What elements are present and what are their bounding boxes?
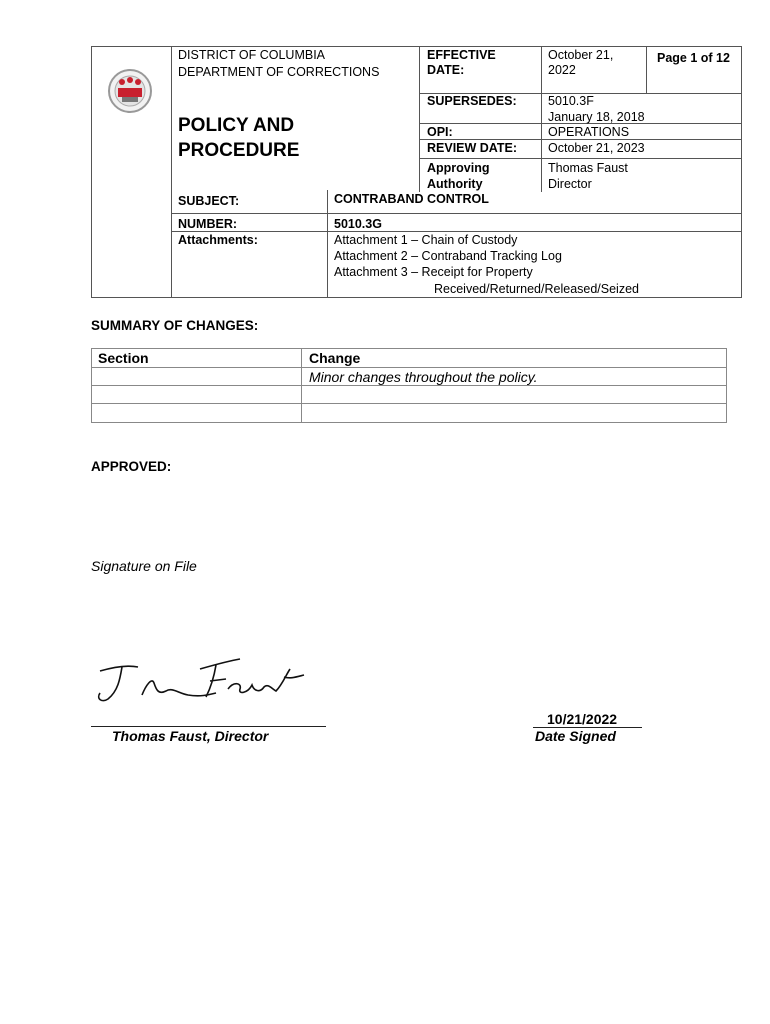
opi-label: OPI:: [427, 125, 453, 139]
summary-header-change: Change: [309, 350, 361, 366]
approving-authority-value-2: Director: [548, 177, 592, 191]
signature-on-file-note: Signature on File: [91, 558, 197, 574]
summary-table-header-line: [91, 367, 727, 368]
agency-name-line1: DISTRICT OF COLUMBIA: [178, 48, 326, 62]
label-column-divider: [419, 46, 420, 192]
doc-type-line1: POLICY AND: [178, 115, 295, 136]
supersedes-label: SUPERSEDES:: [427, 94, 517, 108]
supersedes-value-2: January 18, 2018: [548, 110, 645, 124]
attachment-item: Attachment 3 – Receipt for Property: [334, 265, 533, 279]
agency-name-line2: DEPARTMENT OF CORRECTIONS: [178, 65, 380, 79]
approving-authority-label-2: Authority: [427, 177, 483, 191]
approved-label: APPROVED:: [91, 459, 172, 474]
page-number: Page 1 of 12: [657, 51, 730, 65]
number-value: 5010.3G: [334, 217, 382, 231]
signed-date: 10/21/2022: [547, 711, 618, 727]
handwritten-signature: [92, 655, 312, 707]
effective-date-value-1: October 21,: [548, 48, 614, 62]
review-date-value: October 21, 2023: [548, 141, 645, 155]
approving-authority-value-1: Thomas Faust: [548, 161, 628, 175]
summary-header-section: Section: [98, 350, 149, 366]
summary-table-row-line: [91, 403, 727, 404]
approving-authority-label-1: Approving: [427, 161, 490, 175]
signature-line: [91, 726, 326, 727]
subject-column-divider: [327, 190, 328, 298]
number-label: NUMBER:: [178, 217, 238, 231]
effective-date-label-1: EFFECTIVE: [427, 48, 496, 62]
logo-divider: [171, 46, 172, 298]
header-border-bottom: [91, 297, 741, 298]
supersedes-value-1: 5010.3F: [548, 94, 594, 108]
summary-table-left: [91, 348, 92, 423]
attachments-label: Attachments:: [178, 233, 258, 247]
date-signed-label: Date Signed: [535, 728, 616, 744]
row-line-subject: [171, 213, 741, 214]
header-border-right: [741, 46, 742, 298]
attachment-item: Attachment 2 – Contraband Tracking Log: [334, 249, 562, 263]
summary-table-row-line: [91, 385, 727, 386]
summary-cell-change: Minor changes throughout the policy.: [309, 369, 538, 385]
attachment-item: Attachment 1 – Chain of Custody: [334, 233, 518, 247]
attachment-item-continuation: Received/Returned/Released/Seized: [434, 282, 639, 296]
effective-date-value-2: 2022: [548, 63, 576, 77]
row-line-review: [419, 158, 741, 159]
summary-table-bottom: [91, 422, 727, 423]
summary-title: SUMMARY OF CHANGES:: [91, 318, 259, 333]
signer-name: Thomas Faust, Director: [112, 728, 269, 744]
review-date-label: REVIEW DATE:: [427, 141, 518, 155]
dc-doc-seal-logo: [106, 66, 154, 116]
header-border-left: [91, 46, 92, 298]
subject-label: SUBJECT:: [178, 194, 240, 208]
value-column-divider: [541, 46, 542, 192]
doc-type-line2: PROCEDURE: [178, 140, 300, 161]
subject-value: CONTRABAND CONTROL: [334, 192, 489, 206]
effective-date-label-2: DATE:: [427, 63, 465, 77]
summary-table-col-divider: [301, 348, 302, 423]
page-column-divider: [646, 46, 647, 94]
summary-table-right: [726, 348, 727, 423]
opi-value: OPERATIONS: [548, 125, 630, 139]
summary-table-top: [91, 348, 727, 349]
